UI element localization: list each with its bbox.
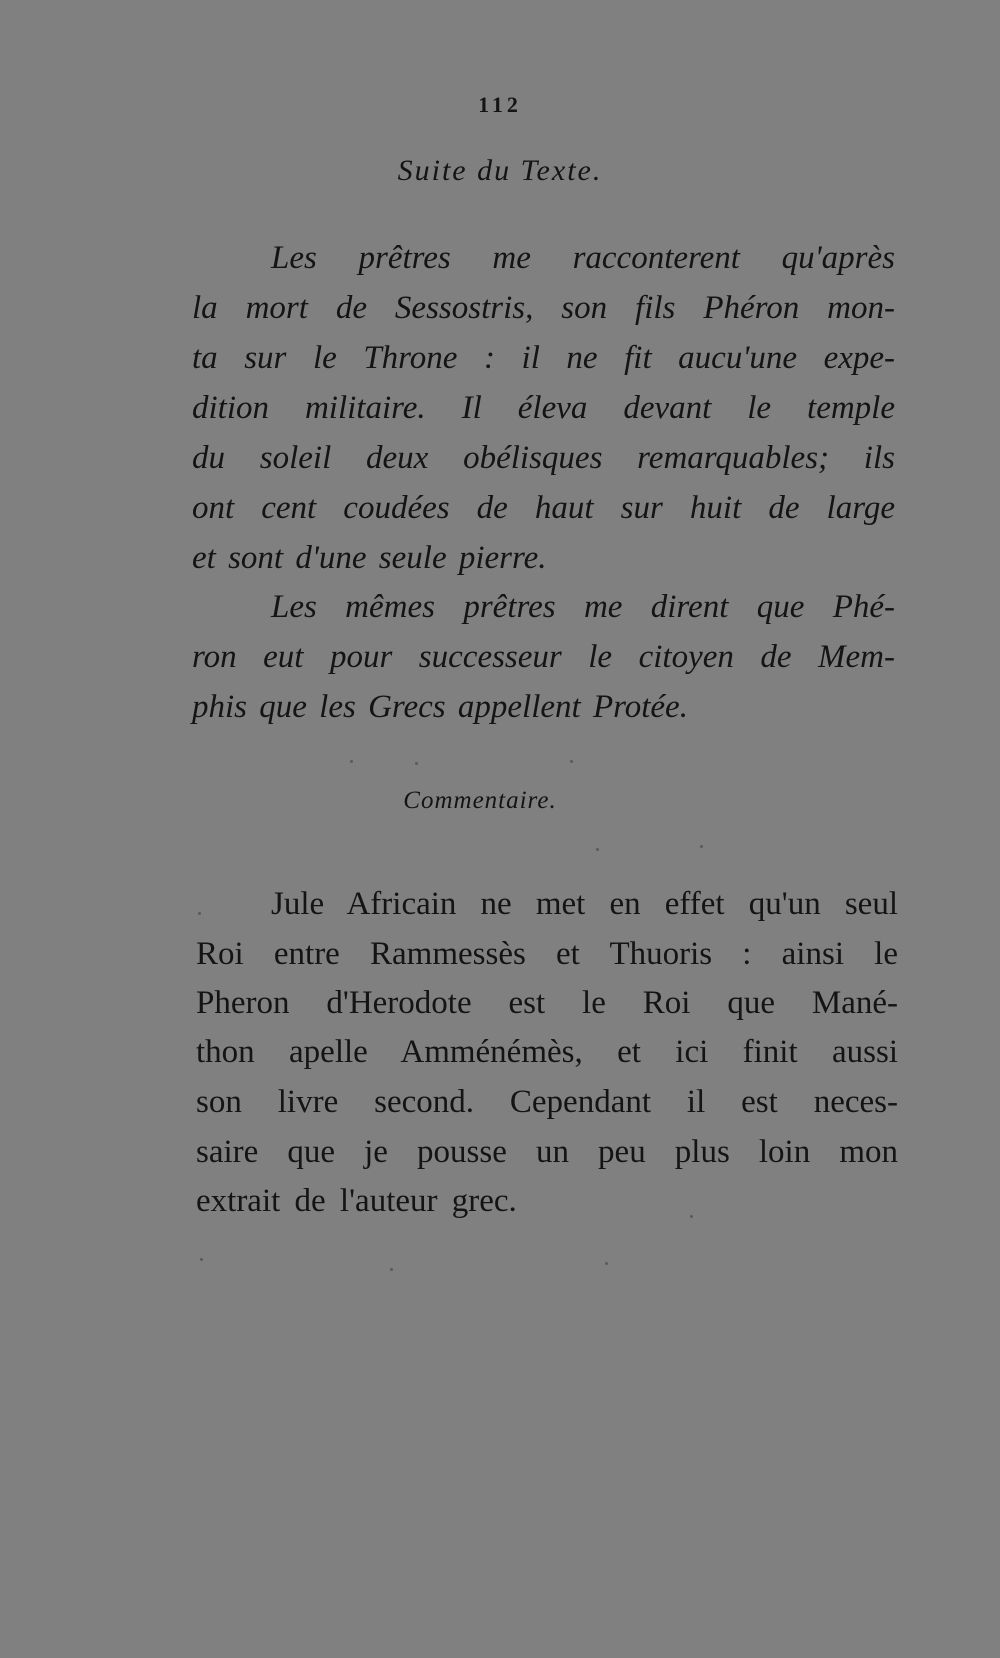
print-speck [350,760,353,763]
commentary-line: son livre second. Cependant il est neces- [196,1084,898,1120]
print-speck [605,1262,608,1265]
commentary-line: Roi entre Rammessès et Thuoris : ainsi le [196,936,898,972]
commentary-line: Pheron d'Herodote est le Roi que Mané- [196,985,898,1021]
commentary-line: saire que je pousse un peu plus loin mon [196,1134,898,1170]
print-speck [200,1258,203,1261]
text-section-heading: Suite du Texte. [397,154,603,187]
print-speck [690,1215,693,1218]
text-line: ron eut pour successeur le citoyen de Mem- [192,639,895,675]
text-line: Les mêmes prêtres me dirent que Phé- [271,589,895,625]
commentary-line: Jule Africain ne met en effet qu'un seul [271,886,898,922]
text-line: dition militaire. Il éleva devant le temple [192,390,895,426]
text-line: phis que les Grecs appellent Protée. [192,689,688,725]
text-line: et sont d'une seule pierre. [192,540,547,576]
page-number: 112 [478,92,522,117]
text-line: Les prêtres me racconterent qu'après [271,240,895,276]
print-speck [570,760,573,763]
text-line: ta sur le Throne : il ne fit aucu'une expe- [192,340,895,376]
print-speck [700,845,703,848]
commentary-section-heading: Commentaire. [403,787,557,814]
print-speck [198,912,201,915]
print-speck [415,762,418,765]
text-line: ont cent coudées de haut sur huit de large [192,490,895,526]
print-speck [596,848,599,851]
text-line: la mort de Sessostris, son fils Phéron mon- [192,290,895,326]
commentary-line: extrait de l'auteur grec. [196,1183,517,1219]
commentary-line: thon apelle Amménémès, et ici finit aussi [196,1034,898,1070]
text-line: du soleil deux obélisques remarquables; ils [192,440,895,476]
print-speck [390,1268,393,1271]
